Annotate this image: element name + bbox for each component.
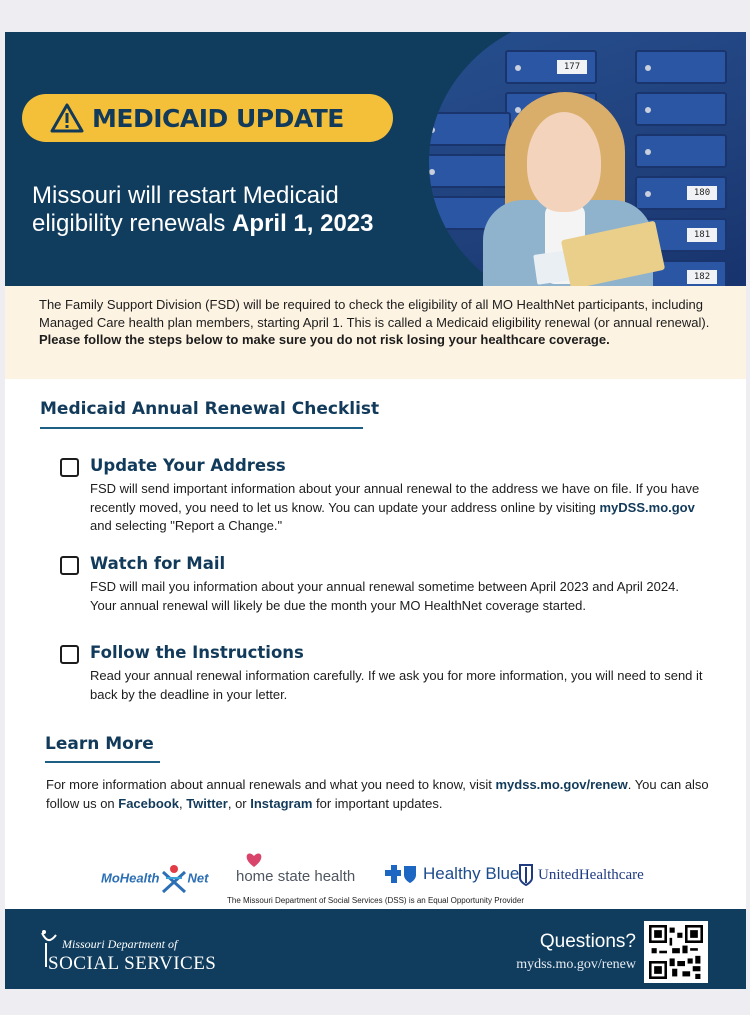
headline-line-2-text: eligibility renewals xyxy=(32,210,233,237)
item-body-text: and selecting "Report a Change." xyxy=(90,518,283,533)
learn-text: , or xyxy=(227,795,251,811)
facebook-link[interactable]: Facebook xyxy=(118,795,179,811)
healthy-blue-text: Healthy Blue xyxy=(423,864,520,883)
checklist-item-title: Follow the Instructions xyxy=(90,643,304,662)
headline-line-2 xyxy=(32,210,452,238)
learn-more-text xyxy=(46,776,726,813)
learn-text: for important updates. xyxy=(312,795,443,811)
headline-line-1: Missouri will restart Medicaid xyxy=(32,182,339,209)
qr-code-icon[interactable] xyxy=(644,921,708,983)
heart-icon xyxy=(245,852,263,868)
healthy-blue-logo xyxy=(383,864,519,884)
instagram-link[interactable]: Instagram xyxy=(250,795,313,811)
mailbox xyxy=(505,50,597,84)
header-banner xyxy=(5,32,746,286)
mailbox-number: 181 xyxy=(687,228,717,242)
mohealthnet-text: Net xyxy=(187,870,209,886)
mailbox xyxy=(429,112,511,146)
dss-logo-main: SOCIAL SERVICES xyxy=(48,953,217,974)
equal-opportunity-note: The Missouri Department of Social Services (DSS) is an Equal Opportunity Provider xyxy=(226,896,524,905)
partner-logos xyxy=(5,846,746,896)
mydss-link[interactable]: myDSS.mo.gov xyxy=(599,499,695,515)
flyer-page xyxy=(5,32,746,989)
checklist-item-title: Watch for Mail xyxy=(90,554,226,573)
mailbox-number: 182 xyxy=(687,270,717,284)
checkbox[interactable] xyxy=(60,458,79,477)
learn-more-underline xyxy=(45,761,160,763)
headline xyxy=(32,182,452,238)
unitedhealthcare-text: UnitedHealthcare xyxy=(538,866,644,883)
learn-text: . You can also follow us on xyxy=(46,777,709,811)
checklist-title: Medicaid Annual Renewal Checklist xyxy=(40,399,380,419)
woman-face xyxy=(527,112,601,212)
warning-icon xyxy=(50,103,84,133)
checklist-item-body xyxy=(90,480,705,536)
mohealthnet-text: MoHealth xyxy=(101,870,160,886)
intro-bold-text: Please follow the steps below to make sure you do not risk losing your healthcare coverage. xyxy=(39,332,610,347)
twitter-link[interactable]: Twitter xyxy=(186,795,228,811)
checklist-title-underline xyxy=(40,427,363,429)
uhc-shield-icon xyxy=(519,864,533,886)
footer-banner xyxy=(5,909,746,989)
checklist-item-title: Update Your Address xyxy=(90,456,286,475)
checkbox[interactable] xyxy=(60,645,79,664)
footer-url[interactable]: mydss.mo.gov/renew xyxy=(516,957,636,972)
mohealthnet-figure-icon xyxy=(161,864,187,894)
mailbox xyxy=(635,92,727,126)
blue-cross-shield-icon xyxy=(383,864,419,884)
headline-date: April 1, 2023 xyxy=(232,210,374,237)
questions-label: Questions? xyxy=(539,931,636,952)
home-state-health-logo: home state health xyxy=(236,868,356,885)
mailbox xyxy=(635,50,727,84)
intro-text: The Family Support Division (FSD) will be required to check the eligibility of all MO HealthNet participants, including Managed Care health plan members, starting April 1. This is called a Medicaid eligibility renewal (or annual renewal). xyxy=(39,297,710,330)
dss-logo-top: Missouri Department of xyxy=(62,937,178,951)
unitedhealthcare-logo xyxy=(519,864,644,886)
mohealthnet-logo xyxy=(101,864,208,894)
mailbox xyxy=(635,176,727,210)
badge-label: MEDICAID UPDATE xyxy=(92,103,344,133)
learn-text: For more information about annual renewals and what you need to know, visit xyxy=(46,777,496,792)
mailbox-number: 180 xyxy=(687,186,717,200)
checkbox[interactable] xyxy=(60,556,79,575)
checklist-item-body: FSD will mail you information about your annual renewal sometime between April 2023 and April 2024. Your annual renewal will likely be due the month your MO HealthNet coverage started. xyxy=(90,579,679,613)
learn-text: , xyxy=(178,795,187,811)
mailbox-number: 177 xyxy=(557,60,587,74)
checklist-item-body: Read your annual renewal information carefully. If we ask you for more information, you will need to send it back by the deadline in your letter. xyxy=(90,668,703,702)
learn-more-title: Learn More xyxy=(45,734,154,754)
item-body-text: FSD will send important information about your annual renewal to the address we have on file. If you have recently moved, you need to let us know. You can update your address online by visiting xyxy=(90,481,700,515)
medicaid-update-badge xyxy=(22,94,393,142)
mailbox xyxy=(635,134,727,168)
renew-link[interactable]: mydss.mo.gov/renew xyxy=(495,777,628,792)
intro-paragraph xyxy=(5,286,746,379)
